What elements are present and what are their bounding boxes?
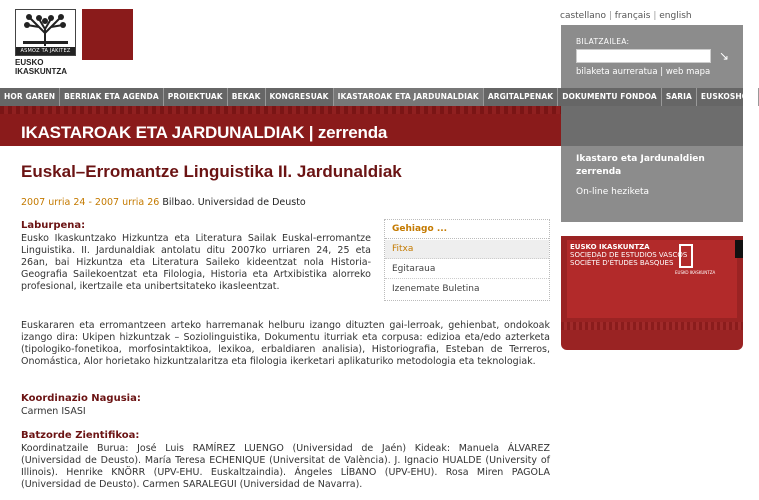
promo-emblem-label: EUSKO IKASKUNTZA bbox=[675, 270, 716, 275]
nav-saria[interactable]: SARIA bbox=[662, 88, 697, 106]
promo-text: EUSKO IKASKUNTZA SOCIEDAD DE ESTUDIOS VASCOS SOCIÉTÉ D'ÉTUDES BASQUES bbox=[570, 243, 688, 267]
search-input[interactable] bbox=[576, 49, 711, 63]
header bbox=[0, 0, 743, 88]
more-link-egitaraua[interactable]: Egitaraua bbox=[385, 260, 549, 279]
topics-paragraph: Euskararen eta erromantzeen arteko harremanak helburu izango dituzten gai-lerroak, gehienbat, ondokoak izango dira: Ukipen hizkuntzak – Soziolinguistika, Dokumentu iturriak eta corpusa: edizioa eta/edo azterketa (tipologiko-fonetikoa, morfosintaktikoa, lexikoa, erbaldiaren analisia), Historiografia, Esteban de Terreros, Onomástica, Alor horietako hizkuntzalaritza eta filologia ikerketari aplikaturiko metodologia eta teknologiak. bbox=[21, 320, 550, 367]
more-box-heading: Gehiago ... bbox=[385, 220, 549, 239]
nav-argitalpenak[interactable]: ARGITALPENAK bbox=[484, 88, 558, 106]
nav-berriak-eta-agenda[interactable]: BERRIAK ETA AGENDA bbox=[60, 88, 164, 106]
nav-kongresuak[interactable]: KONGRESUAK bbox=[266, 88, 334, 106]
more-box bbox=[384, 219, 550, 301]
search-go-icon[interactable]: ↘ bbox=[718, 49, 730, 63]
promo-card bbox=[567, 240, 737, 318]
logo-wordmark: EUSKO IKASKUNTZA bbox=[15, 58, 67, 76]
right-column-top bbox=[561, 106, 743, 146]
nav-ikastaroak[interactable]: IKASTAROAK ETA JARDUNALDIAK bbox=[334, 88, 484, 106]
right-menu-item-course-list[interactable]: Ikastaro eta Jardunaldien zerrenda bbox=[576, 154, 705, 177]
band-stripes bbox=[0, 106, 561, 114]
batzorde-text: Koordinatzaile Burua: José Luis RAMÍREZ LUENGO (Universidad de Jaén) Kideak: Manuela ÁLVAREZ (Universidad de Deusto). María Teresa ECHENIQUE (Universitat de València). J. Ignacio HUALDE (University of Illinois). Henrike KNÖRR (UPV-EHU. Euskaltzaindia). Ángeles LÍBANO (UPV-EHU). Rosa Miren PAGOLA (Universidad de Deusto). Carmen SARALEGUI (Universidad de Navarra). bbox=[21, 443, 550, 490]
right-menu-item-online[interactable]: On-line heziketa bbox=[576, 187, 650, 197]
koordinazio-label: Koordinazio Nagusia: bbox=[21, 393, 141, 404]
search-label: BILATZAILEA: bbox=[576, 37, 630, 46]
tree-emblem-icon bbox=[19, 13, 72, 47]
more-link-izenemate[interactable]: Izenemate Buletina bbox=[392, 284, 480, 294]
nav-bekak[interactable]: BEKAK bbox=[228, 88, 266, 106]
web-map-link[interactable]: web mapa bbox=[665, 67, 711, 77]
nav-euskoshop[interactable]: EUSKOSHOP bbox=[697, 88, 759, 106]
nav-dokumentu-fondoa[interactable]: DOKUMENTU FONDOA bbox=[558, 88, 662, 106]
laburpena-text: Eusko Ikaskuntzako Hizkuntza eta Literatura Sailak Euskal-erromantze Linguistika. II. Jardunaldiak antolatu ditu 2007ko urriaren 24, 25 eta 26an, bai Hizkuntza eta Literatura Saileko kideentzat nola Historia-Geografia Sailekoentzat eta Filologia, Historia eta Artxibistika alorreko profesional, ikertzaile eta unibertsitateko ikasleentzat. bbox=[21, 233, 371, 292]
promo-banner[interactable] bbox=[561, 236, 743, 350]
promo-emblem-icon bbox=[679, 244, 693, 268]
event-place: Bilbao. Universidad de Deusto bbox=[159, 197, 306, 208]
promo-dark-tab bbox=[735, 240, 743, 258]
main-nav bbox=[0, 88, 754, 106]
logo-motto: ASMOZ TA JAKITEZ bbox=[16, 47, 75, 55]
event-dateline bbox=[21, 197, 306, 208]
section-title: IKASTAROAK ETA JARDUNALDIAK | zerrenda bbox=[21, 123, 388, 142]
koordinazio-value: Carmen ISASI bbox=[21, 406, 86, 417]
more-link-fitxa[interactable]: Fitxa bbox=[385, 240, 549, 259]
advanced-search-link[interactable]: bilaketa aurreratua bbox=[576, 67, 658, 77]
language-switcher: castellano | français | english bbox=[560, 11, 692, 21]
event-date: 2007 urria 24 - 2007 urria 26 bbox=[21, 197, 160, 208]
search-panel bbox=[561, 25, 743, 88]
section-band bbox=[0, 106, 561, 146]
lang-english[interactable]: english bbox=[659, 11, 692, 21]
nav-proiektuak[interactable]: PROIEKTUAK bbox=[164, 88, 228, 106]
lang-francais[interactable]: français bbox=[614, 11, 651, 21]
page-title: Euskal–Erromantze Linguistika II. Jardunaldiak bbox=[21, 162, 402, 181]
brand-square bbox=[82, 9, 133, 60]
batzorde-label: Batzorde Zientifikoa: bbox=[21, 430, 140, 441]
eusko-ikaskuntza-logo[interactable] bbox=[15, 9, 76, 56]
promo-stripe bbox=[561, 322, 743, 330]
nav-hor-garen[interactable]: HOR GAREN bbox=[0, 88, 60, 106]
right-column bbox=[561, 106, 743, 500]
search-links: bilaketa aurreratua | web mapa bbox=[576, 67, 711, 77]
lang-castellano[interactable]: castellano bbox=[560, 11, 606, 21]
right-menu bbox=[561, 146, 743, 222]
laburpena-label: Laburpena: bbox=[21, 220, 86, 231]
